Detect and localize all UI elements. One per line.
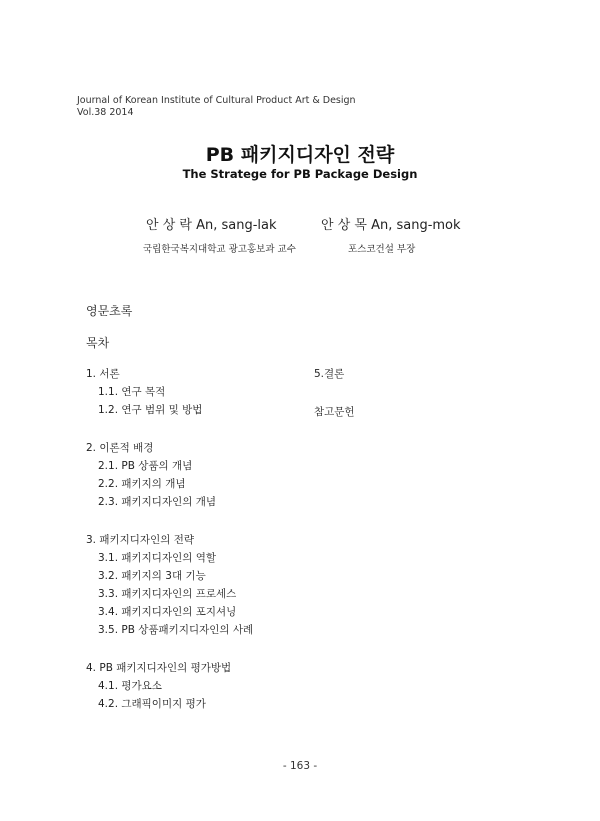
toc-right-column: [314, 365, 355, 421]
toc-spacer: [314, 383, 355, 403]
toc-entry-ch3-3: 3.3. 패키지디자인의 프로세스: [98, 588, 237, 600]
paper-title: PB 패키지디자인 전략: [205, 144, 395, 166]
toc-left-column: [86, 365, 253, 713]
toc-entry-ch3: 3. 패키지디자인의 전략: [86, 534, 194, 546]
journal-header: [77, 95, 356, 119]
toc-entry-ch4: 4. PB 패키지디자인의 평가방법: [86, 662, 232, 674]
toc-entry-ch2: 2. 이론적 배경: [86, 442, 154, 454]
toc-entry-ch5: 5.결론: [314, 368, 345, 380]
toc-heading: 목차: [86, 336, 110, 350]
toc-entry-ch4-1: 4.1. 평가요소: [98, 680, 162, 692]
toc-entry-ch3-5: 3.5. PB 상품패키지디자인의 사례: [98, 624, 254, 636]
journal-volume: Vol.38 2014: [77, 107, 134, 118]
toc-entry-ch2-3: 2.3. 패키지디자인의 개념: [98, 496, 216, 508]
page-number: - 163 -: [282, 760, 318, 772]
toc-spacer: [86, 511, 253, 531]
toc-spacer: [86, 419, 253, 439]
author-1-affiliation: 국립한국복지대학교 광고홍보과 교수: [143, 244, 296, 255]
toc-entry-ch2-1: 2.1. PB 상품의 개념: [98, 460, 193, 472]
toc-spacer: [86, 639, 253, 659]
toc-entry-ch1: 1. 서론: [86, 368, 120, 380]
toc-entry-ch1-1: 1.1. 연구 목적: [98, 386, 166, 398]
toc-entry-ch3-4: 3.4. 패키지디자인의 포지셔닝: [98, 606, 237, 618]
author-2-name: 안 상 목 An, sang-mok: [321, 218, 461, 233]
author-1-name: 안 상 락 An, sang-lak: [146, 218, 277, 233]
author-2-affiliation: 포스코건설 부장: [348, 244, 416, 255]
journal-name: Journal of Korean Institute of Cultural Product Art & Design: [77, 95, 356, 106]
toc-entry-references: 참고문헌: [314, 406, 355, 418]
toc-entry-ch3-1: 3.1. 패키지디자인의 역할: [98, 552, 216, 564]
toc-entry-ch4-2: 4.2. 그래픽이미지 평가: [98, 698, 206, 710]
paper-subtitle: The Stratege for PB Package Design: [182, 167, 418, 181]
toc-entry-ch1-2: 1.2. 연구 범위 및 방법: [98, 404, 203, 416]
toc-entry-ch3-2: 3.2. 패키지의 3대 기능: [98, 570, 206, 582]
abstract-heading: 영문초록: [86, 304, 133, 318]
toc-entry-ch2-2: 2.2. 패키지의 개념: [98, 478, 186, 490]
